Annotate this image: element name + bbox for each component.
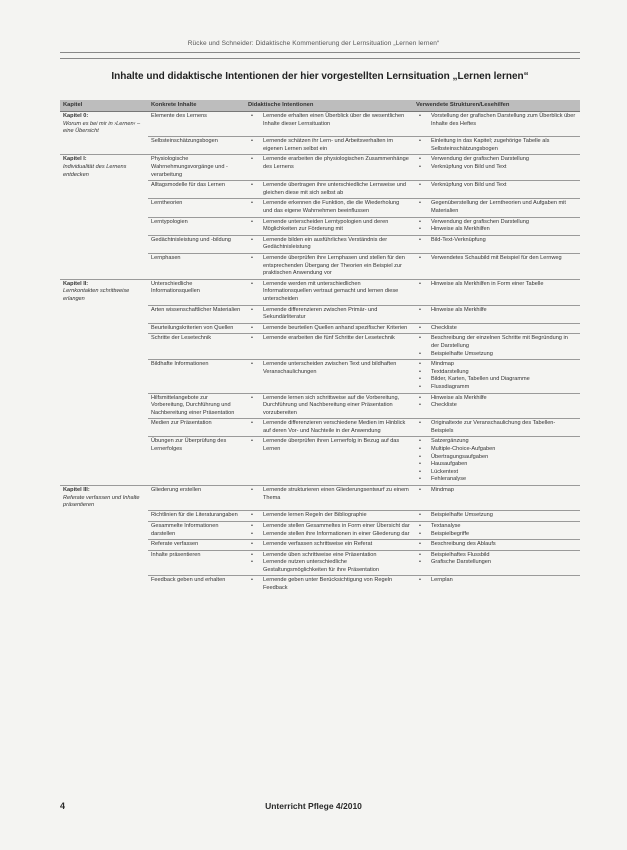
cell-intentionen	[245, 323, 413, 334]
cell-lesehilfen	[413, 334, 580, 360]
cell-lesehilfen	[413, 540, 580, 551]
lesehilfen-list	[416, 438, 577, 484]
column-header-inhalte: Konkrete Inhalte	[148, 100, 245, 112]
bullet-item: • Vorstellung der grafischen Darstellung zum Überblick über Inhalte des Heftes	[416, 113, 577, 128]
cell-inhalt: Übungen zur Überprüfung des Lernerfolges	[148, 437, 245, 486]
cell-intentionen	[245, 419, 413, 437]
lesehilfen-list	[416, 156, 577, 171]
table-row	[60, 323, 580, 334]
table-row	[60, 235, 580, 253]
table-row	[60, 360, 580, 393]
header-rule	[60, 52, 580, 53]
cell-intentionen	[245, 305, 413, 323]
cell-inhalt: Richtlinien für die Literaturangaben	[148, 511, 245, 522]
intentionen-list	[248, 113, 410, 128]
chapter-subtitle: Individualität des Lernens entdecken	[63, 164, 127, 178]
intentionen-list	[248, 281, 410, 304]
table-row	[60, 550, 580, 576]
chapter-name: Kapitel II:	[63, 280, 89, 287]
bullet-item: • Beispielhafte Umsetzung	[416, 351, 577, 359]
table-row	[60, 181, 580, 199]
table-row	[60, 137, 580, 155]
content-table	[60, 100, 580, 594]
lesehilfen-list	[416, 395, 577, 410]
intentionen-list	[248, 255, 410, 278]
cell-inhalt: Feedback geben und erhalten	[148, 576, 245, 594]
column-header-kapitel: Kapitel	[60, 100, 148, 112]
cell-kapitel	[60, 112, 148, 137]
intentionen-list	[248, 577, 410, 592]
cell-kapitel	[60, 181, 148, 199]
bullet-item: • Lernende geben unter Berücksichtigung von Regeln Feedback	[248, 577, 410, 592]
journal-name: Unterricht Pflege 4/2010	[265, 801, 362, 811]
cell-inhalt: Bildhafte Informationen	[148, 360, 245, 393]
cell-kapitel	[60, 305, 148, 323]
lesehilfen-list	[416, 523, 577, 538]
cell-intentionen	[245, 217, 413, 235]
cell-lesehilfen	[413, 323, 580, 334]
cell-kapitel	[60, 217, 148, 235]
table-row	[60, 540, 580, 551]
cell-lesehilfen	[413, 181, 580, 199]
intentionen-list	[248, 552, 410, 575]
cell-intentionen	[245, 486, 413, 511]
bullet-item: • Hinweise als Merkhilfe	[416, 395, 577, 403]
cell-intentionen	[245, 181, 413, 199]
cell-lesehilfen	[413, 217, 580, 235]
cell-inhalt: Gliederung erstellen	[148, 486, 245, 511]
bullet-item: • Checkliste	[416, 325, 577, 333]
bullet-item: • Lernende erkennen die Funktion, die die Wiederholung und das eigene Wahrnehmen beeinflussen	[248, 200, 410, 215]
cell-kapitel	[60, 254, 148, 280]
cell-intentionen	[245, 199, 413, 217]
cell-intentionen	[245, 279, 413, 305]
cell-inhalt: Schritte der Lesetechnik	[148, 334, 245, 360]
column-header-intentionen: Didaktische Intentionen	[245, 100, 413, 112]
bullet-item: • Einleitung in das Kapitel; zugehörige Tabelle als Selbsteinschätzungsbogen	[416, 138, 577, 153]
cell-kapitel	[60, 576, 148, 594]
cell-kapitel	[60, 437, 148, 486]
chapter-name: Kapitel III:	[63, 487, 90, 494]
bullet-item: • Lernende verfassen schrittweise ein Referat	[248, 541, 410, 549]
cell-inhalt: Inhalte präsentieren	[148, 550, 245, 576]
bullet-item: • Fehleranalyse	[416, 476, 577, 484]
table-row	[60, 254, 580, 280]
cell-kapitel	[60, 419, 148, 437]
cell-inhalt: Alltagsmodelle für das Lernen	[148, 181, 245, 199]
bullet-item: • Lernende lernen sich schrittweise auf die Vorbereitung, Durchführung und Nachbereitung einer Präsentation vorzubereiten	[248, 395, 410, 418]
table-row	[60, 199, 580, 217]
bullet-item: • Beispielhafte Umsetzung	[416, 512, 577, 520]
cell-kapitel	[60, 199, 148, 217]
bullet-item: • Lernende strukturieren einen Gliederungsentwurf zu einem Thema	[248, 487, 410, 502]
lesehilfen-list	[416, 335, 577, 358]
lesehilfen-list	[416, 541, 577, 549]
intentionen-list	[248, 420, 410, 435]
bullet-item: • Textdarstellung	[416, 369, 577, 377]
table-body	[60, 112, 580, 594]
bullet-item: • Übertragungsaufgaben	[416, 454, 577, 462]
bullet-item: • Lernende erarbeiten die fünf Schritte der Lesetechnik	[248, 335, 410, 343]
bullet-item: • Beschreibung der einzelnen Schritte mit Begründung in der Darstellung	[416, 335, 577, 350]
intentionen-list	[248, 335, 410, 343]
chapter-subtitle: Worum es bei mir in ›Lernen‹ – eine Übersicht	[63, 120, 141, 135]
page-title: Inhalte und didaktische Intentionen der hier vorgestellten Lernsituation „Lernen lernen“	[111, 71, 529, 82]
bullet-item: • Mindmap	[416, 361, 577, 369]
bullet-item: • Verwendung der grafischen Darstellung	[416, 219, 577, 227]
cell-intentionen	[245, 334, 413, 360]
bullet-item: • Lernende erarbeiten die physiologischen Zusammenhänge des Lernens	[248, 156, 410, 171]
bullet-item: • Beispielhaftes Flussbild	[416, 552, 577, 560]
cell-lesehilfen	[413, 155, 580, 181]
lesehilfen-list	[416, 487, 577, 495]
intentionen-list	[248, 200, 410, 215]
intentionen-list	[248, 487, 410, 502]
lesehilfen-list	[416, 138, 577, 153]
cell-inhalt: Elemente des Lernens	[148, 112, 245, 137]
bullet-item: • Flussdiagramm	[416, 384, 577, 392]
lesehilfen-list	[416, 237, 577, 245]
table-row	[60, 486, 580, 511]
lesehilfen-list	[416, 307, 577, 315]
bullet-item: • Beschreibung des Ablaufs	[416, 541, 577, 549]
cell-lesehilfen	[413, 550, 580, 576]
intentionen-list	[248, 325, 410, 333]
cell-lesehilfen	[413, 437, 580, 486]
cell-inhalt: Physiologische Wahrnehmungsvorgänge und -verarbeitung	[148, 155, 245, 181]
lesehilfen-list	[416, 577, 577, 585]
bullet-item: • Bild-Text-Verknüpfung	[416, 237, 577, 245]
cell-intentionen	[245, 540, 413, 551]
table-row	[60, 576, 580, 594]
cell-intentionen	[245, 576, 413, 594]
intentionen-list	[248, 156, 410, 171]
bullet-item: • Lernende überprüfen ihren Lernerfolg in Bezug auf das Lernen	[248, 438, 410, 453]
bullet-item: • Lernende unterscheiden zwischen Text und bildhaften Veranschaulichungen	[248, 361, 410, 376]
cell-kapitel	[60, 279, 148, 305]
table-header-row	[60, 100, 580, 112]
bullet-item: • Verwendung der grafischen Darstellung	[416, 156, 577, 164]
table-row	[60, 437, 580, 486]
cell-lesehilfen	[413, 393, 580, 419]
lesehilfen-list	[416, 219, 577, 234]
cell-kapitel	[60, 540, 148, 551]
bullet-item: • Gegenüberstellung der Lerntheorien und Aufgaben mit Materialien	[416, 200, 577, 215]
lesehilfen-list	[416, 420, 577, 435]
cell-intentionen	[245, 550, 413, 576]
bullet-item: • Checkliste	[416, 402, 577, 410]
cell-lesehilfen	[413, 112, 580, 137]
cell-inhalt: Referate verfassen	[148, 540, 245, 551]
cell-lesehilfen	[413, 511, 580, 522]
cell-intentionen	[245, 521, 413, 539]
bullet-item: • Hinweise als Merkhilfe	[416, 307, 577, 315]
cell-lesehilfen	[413, 576, 580, 594]
lesehilfen-list	[416, 255, 577, 263]
bullet-item: • Lernende bilden ein ausführliches Verständnis der Gedächtnisleistung	[248, 237, 410, 252]
lesehilfen-list	[416, 512, 577, 520]
cell-inhalt: Gesammelte Informationen darstellen	[148, 521, 245, 539]
cell-lesehilfen	[413, 137, 580, 155]
cell-kapitel	[60, 334, 148, 360]
intentionen-list	[248, 395, 410, 418]
intentionen-list	[248, 182, 410, 197]
lesehilfen-list	[416, 552, 577, 567]
table-row	[60, 521, 580, 539]
bullet-item: • Lernende nutzen unterschiedliche Gestaltungsmöglichkeiten für ihre Präsentation	[248, 559, 410, 574]
bullet-item: • Verwendetes Schaubild mit Beispiel für den Lernweg	[416, 255, 577, 263]
cell-lesehilfen	[413, 419, 580, 437]
chapter-subtitle: Referate verfassen und Inhalte präsentieren	[63, 494, 140, 509]
cell-lesehilfen	[413, 199, 580, 217]
bullet-item: • Textanalyse	[416, 523, 577, 531]
bullet-item: • Hausaufgaben	[416, 461, 577, 469]
table-row	[60, 155, 580, 181]
lesehilfen-list	[416, 325, 577, 333]
cell-intentionen	[245, 393, 413, 419]
cell-kapitel	[60, 155, 148, 181]
cell-inhalt: Beurteilungskriterien von Quellen	[148, 323, 245, 334]
cell-kapitel	[60, 511, 148, 522]
table-row	[60, 279, 580, 305]
bullet-item: • Grafische Darstellungen	[416, 559, 577, 567]
bullet-item: • Lernende erhalten einen Überblick über die wesentlichen Inhalte dieser Lernsituation	[248, 113, 410, 128]
cell-intentionen	[245, 235, 413, 253]
intentionen-list	[248, 307, 410, 322]
bullet-item: • Multiple-Choice-Aufgaben	[416, 446, 577, 454]
page-number: 4	[60, 801, 66, 811]
cell-lesehilfen	[413, 521, 580, 539]
intentionen-list	[248, 523, 410, 538]
cell-intentionen	[245, 511, 413, 522]
bullet-item: • Lernende stellen Gesammeltes in Form einer Übersicht dar	[248, 523, 410, 531]
cell-intentionen	[245, 112, 413, 137]
bullet-item: • Lernende differenzieren zwischen Primär- und Sekundärliteratur	[248, 307, 410, 322]
column-header-lesehilfen: Verwendete Strukturen/Lesehilfen	[413, 100, 580, 112]
cell-inhalt: Lernphasen	[148, 254, 245, 280]
cell-intentionen	[245, 137, 413, 155]
cell-kapitel	[60, 486, 148, 511]
bullet-item: • Lernende werden mit unterschiedlichen Informationsquellen vertraut gemacht und lernen diese unterscheiden	[248, 281, 410, 304]
table-row	[60, 217, 580, 235]
cell-kapitel	[60, 235, 148, 253]
cell-lesehilfen	[413, 360, 580, 393]
table-row	[60, 112, 580, 137]
cell-inhalt: Medien zur Präsentation	[148, 419, 245, 437]
bullet-item: • Lernplan	[416, 577, 577, 585]
intentionen-list	[248, 237, 410, 252]
cell-inhalt: Lerntheorien	[148, 199, 245, 217]
bullet-item: • Originaltexte zur Veranschaulichung des Tabellen-Beispiels	[416, 420, 577, 435]
cell-lesehilfen	[413, 305, 580, 323]
bullet-item: • Satzergänzung	[416, 438, 577, 446]
bullet-item: • Verknüpfung von Bild und Text	[416, 164, 577, 172]
running-head: Rücke und Schneider: Didaktische Kommentierung der Lernsituation „Lernen lernen“	[187, 40, 440, 47]
chapter-name: Kapitel 0:	[63, 113, 89, 119]
cell-intentionen	[245, 254, 413, 280]
cell-lesehilfen	[413, 254, 580, 280]
lesehilfen-list	[416, 361, 577, 391]
cell-kapitel	[60, 550, 148, 576]
cell-inhalt: Selbsteinschätzungsbogen	[148, 137, 245, 155]
chapter-name: Kapitel I:	[63, 156, 87, 163]
cell-inhalt: Gedächtnisleistung und -bildung	[148, 235, 245, 253]
cell-kapitel	[60, 393, 148, 419]
bullet-item: • Hinweise als Merkhilfen in Form einer Tabelle	[416, 281, 577, 289]
cell-lesehilfen	[413, 235, 580, 253]
cell-kapitel	[60, 137, 148, 155]
bullet-item: • Lernende üben schrittweise eine Präsentation	[248, 552, 410, 560]
intentionen-list	[248, 438, 410, 453]
cell-lesehilfen	[413, 486, 580, 511]
bullet-item: • Lernende überprüfen ihre Lernphasen und stellen für den entsprechenden Übergang der Theorien ein Beispiel zur praktischen Anwendung vor	[248, 255, 410, 278]
bullet-item: • Lernende beurteilen Quellen anhand spezifischer Kriterien	[248, 325, 410, 333]
cell-kapitel	[60, 521, 148, 539]
cell-inhalt: Arten wissenschaftlicher Materialien	[148, 305, 245, 323]
bullet-item: • Lernende lernen Regeln der Bibliographie	[248, 512, 410, 520]
header-rule-secondary	[60, 58, 580, 59]
page-footer	[0, 801, 627, 815]
bullet-item: • Lernende differenzieren verschiedene Medien im Hinblick auf deren Vor- und Nachteile in der Anwendung	[248, 420, 410, 435]
cell-kapitel	[60, 323, 148, 334]
bullet-item: • Hinweise als Merkhilfen	[416, 226, 577, 234]
lesehilfen-list	[416, 200, 577, 215]
table-row	[60, 393, 580, 419]
intentionen-list	[248, 512, 410, 520]
intentionen-list	[248, 361, 410, 376]
bullet-item: • Lernende stellen ihre Informationen in einer Gliederung dar	[248, 531, 410, 539]
cell-lesehilfen	[413, 279, 580, 305]
table-row	[60, 511, 580, 522]
chapter-subtitle: Lernkontakten schrittweise erlangen	[63, 288, 130, 302]
cell-intentionen	[245, 155, 413, 181]
bullet-item: • Lernende übertragen ihre unterschiedliche Lernweise und gleichen diese mit sich selbst ab	[248, 182, 410, 197]
intentionen-list	[248, 219, 410, 234]
bullet-item: • Lernende unterscheiden Lerntypologien und deren Möglichkeiten zur Förderung mit	[248, 219, 410, 234]
cell-inhalt: Lerntypologien	[148, 217, 245, 235]
bullet-item: • Lernende schätzen ihr Lern- und Arbeitsverhalten im eigenen Lernen selbst ein	[248, 138, 410, 153]
cell-intentionen	[245, 360, 413, 393]
bullet-item: • Beispielbegriffe	[416, 531, 577, 539]
intentionen-list	[248, 138, 410, 153]
cell-inhalt: Unterschiedliche Informationsquellen	[148, 279, 245, 305]
lesehilfen-list	[416, 113, 577, 128]
table-row	[60, 334, 580, 360]
bullet-item: • Bilder, Karten, Tabellen und Diagramme	[416, 376, 577, 384]
cell-kapitel	[60, 360, 148, 393]
table-row	[60, 419, 580, 437]
cell-intentionen	[245, 437, 413, 486]
lesehilfen-list	[416, 182, 577, 190]
bullet-item: • Verknüpfung von Bild und Text	[416, 182, 577, 190]
intentionen-list	[248, 541, 410, 549]
lesehilfen-list	[416, 281, 577, 289]
bullet-item: • Lückentext	[416, 469, 577, 477]
bullet-item: • Mindmap	[416, 487, 577, 495]
table-row	[60, 305, 580, 323]
cell-inhalt: Hilfsmittelangebote zur Vorbereitung, Durchführung und Nachbereitung einer Präsentation	[148, 393, 245, 419]
